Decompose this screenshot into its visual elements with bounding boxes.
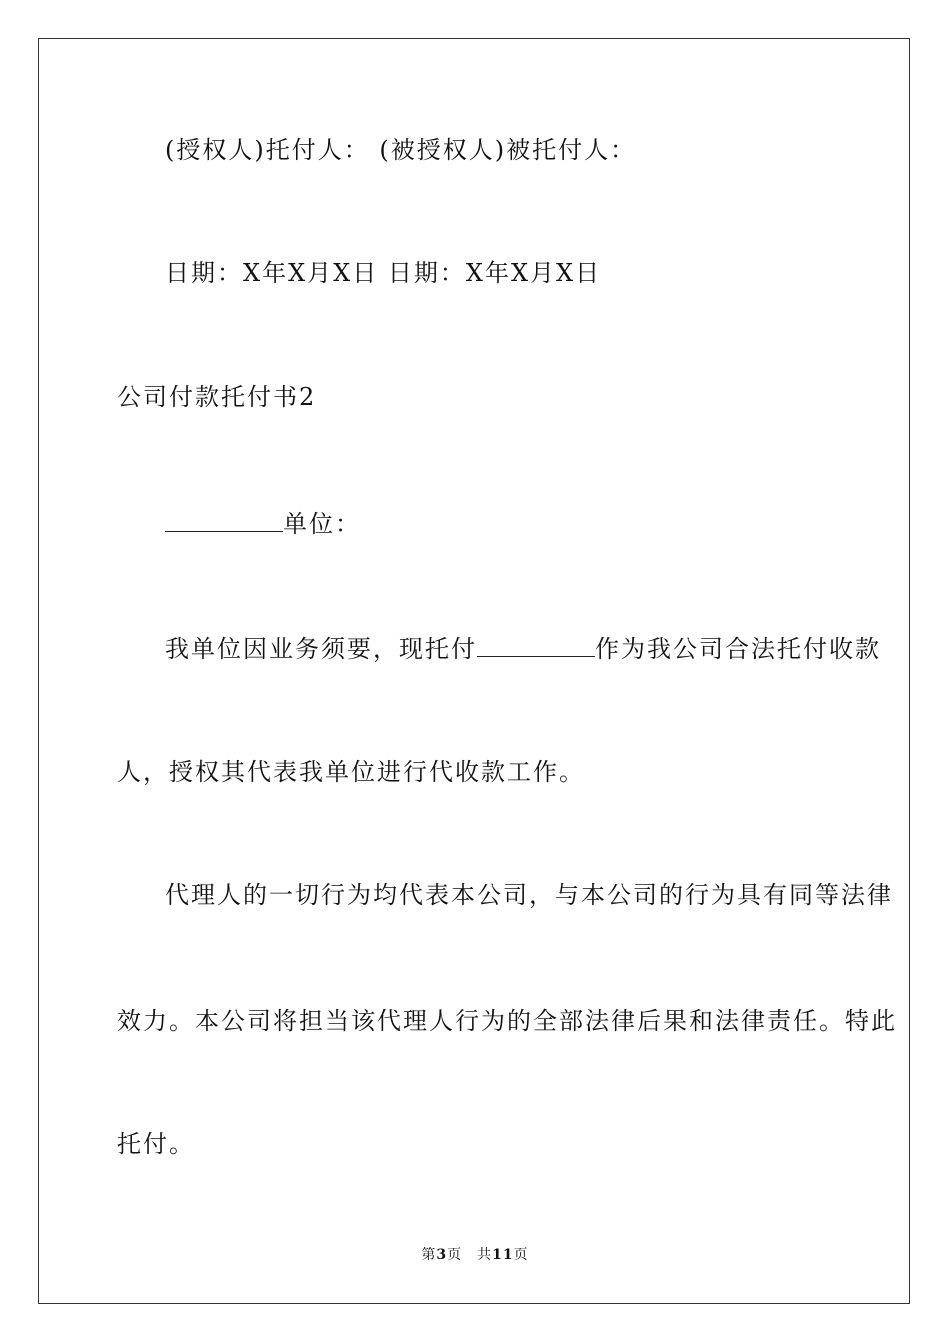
- paragraph-1-line-1: [165, 632, 885, 665]
- unit-blank: [165, 507, 283, 532]
- footer-mid: 页 共: [447, 1247, 493, 1263]
- signature-line: (授权人)托付人： (被授权人)被托付人：: [165, 136, 637, 164]
- page-footer: [0, 1245, 950, 1265]
- unit-line: [165, 507, 885, 540]
- paragraph-1-text-b: 作为我公司合法托付收款: [595, 635, 881, 663]
- paragraph-1-line-2: 人，授权其代表我单位进行代收款工作。: [117, 758, 585, 786]
- footer-page-total: 11: [492, 1247, 514, 1263]
- footer-prefix: 第: [421, 1247, 437, 1263]
- section-title: 公司付款托付书2: [117, 383, 317, 411]
- paragraph-1-text-a: 我单位因业务须要，现托付: [165, 635, 477, 663]
- footer-page-current: 3: [436, 1247, 448, 1263]
- paragraph-2-line-1: 代理人的一切行为均代表本公司，与本公司的行为具有同等法律: [165, 881, 893, 909]
- footer-suffix: 页: [513, 1247, 529, 1263]
- paragraph-2-line-3: 托付。: [117, 1130, 195, 1158]
- unit-label: 单位：: [283, 510, 361, 538]
- paragraph-2-line-2: 效力。本公司将担当该代理人行为的全部法律后果和法律责任。特此: [117, 1007, 897, 1035]
- agent-name-blank: [477, 632, 595, 657]
- page-border: [38, 38, 910, 1304]
- date-line: 日期：X年X月X日 日期：X年X月X日: [165, 259, 602, 287]
